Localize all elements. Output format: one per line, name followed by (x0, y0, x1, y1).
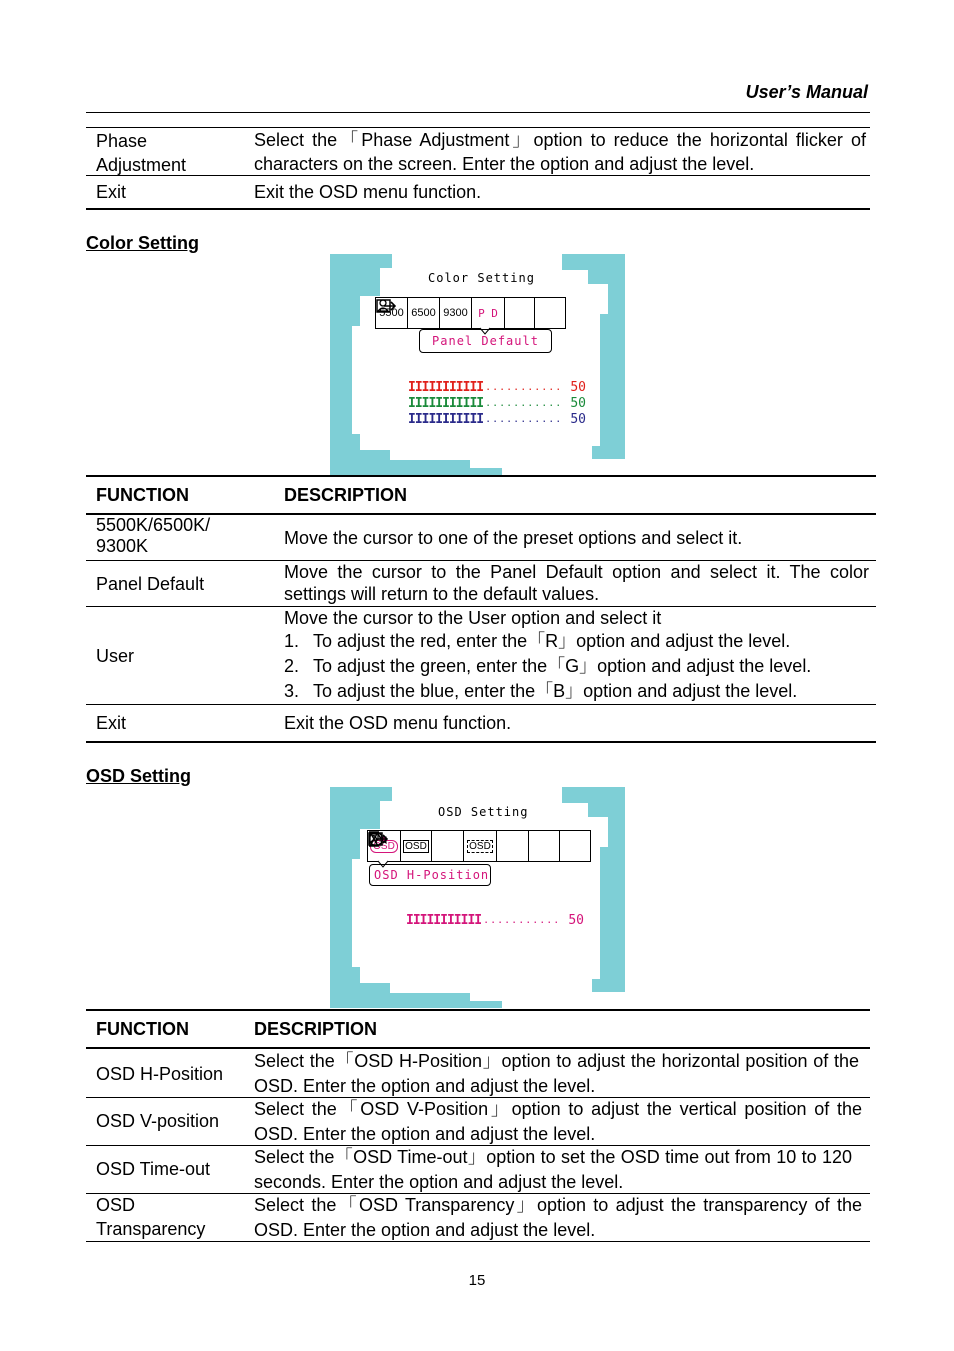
osd-setting-osd-screenshot (330, 787, 625, 1008)
list-item (284, 679, 798, 703)
preset-6500-button[interactable]: 6500 (408, 298, 440, 328)
description-exit: Exit the OSD menu function. (284, 713, 512, 733)
function-osd-v-position: OSD V-position (96, 1111, 220, 1131)
description-panel-default: Move the cursor to the Panel Default option and select it. The color settings will return to the default values. (284, 562, 869, 604)
function-phase-adjustment: Phase Adjustment (96, 131, 187, 175)
green-level-dots: ........... (485, 398, 563, 409)
red-level-bars: IIIIIIIIIII (408, 380, 484, 395)
blue-level-bars: IIIIIIIIIII (408, 412, 484, 427)
column-header-description: DESCRIPTION (284, 485, 408, 505)
table-rule (86, 1009, 870, 1011)
osd-transparency-button[interactable] (464, 831, 497, 861)
function-presets: 5500K/6500K/ 9300K (96, 515, 211, 556)
blue-level-value: 50 (570, 412, 586, 427)
osd-transparency-label: OSD (469, 840, 491, 852)
description-osd-v-position: Select the「OSD V-Position」option to adjust the vertical position of the OSD. Enter the option and adjust the level. (254, 1099, 862, 1144)
function-exit: Exit (96, 182, 127, 202)
function-osd-time-out: OSD Time-out (96, 1159, 211, 1179)
language-icon[interactable] (497, 831, 529, 861)
preset-9300-button[interactable]: 9300 (440, 298, 472, 328)
osd-title: OSD Setting (438, 805, 529, 819)
red-level-value: 50 (570, 380, 586, 395)
function-panel-default: Panel Default (96, 574, 205, 594)
description-osd-h-position: Select the「OSD H-Position」option to adjust the horizontal position of the OSD. Enter the option and adjust the level. (254, 1051, 859, 1096)
section-heading-color-setting: Color Setting (86, 233, 199, 253)
osd-level-meter (406, 913, 584, 928)
selected-option-label: OSD H-Position (369, 864, 491, 886)
osd-v-position-button[interactable] (401, 831, 432, 861)
description-osd-time-out: Select the「OSD Time-out」option to set the OSD time out from 10 to 120 seconds. Enter the option and adjust the level. (254, 1147, 852, 1192)
osd-icon-bar (375, 297, 566, 329)
osd-level-dots: ........... (483, 915, 561, 926)
table-rule (86, 475, 876, 477)
function-osd-transparency: OSD Transparency (96, 1195, 206, 1239)
table-rule (86, 175, 870, 176)
step-text: To adjust the blue, enter the「B」option and adjust the level. (313, 681, 798, 701)
step-text: To adjust the green, enter the「G」option and adjust the level. (313, 656, 812, 676)
function-osd-h-position: OSD H-Position (96, 1064, 224, 1084)
list-item (284, 629, 791, 653)
description-user-intro: Move the cursor to the User option and select it (284, 608, 662, 628)
user-icon[interactable] (505, 298, 535, 328)
osd-frame (330, 787, 625, 1008)
header-rule (86, 112, 870, 113)
description-osd-transparency: Select the「OSD Transparency」option to adjust the transparency of the OSD. Enter the option and adjust the level. (254, 1195, 862, 1240)
function-user: User (96, 646, 135, 666)
red-level-meter (408, 380, 586, 395)
blue-level-meter (408, 412, 586, 427)
exit-icon[interactable] (535, 298, 565, 328)
column-header-function: FUNCTION (96, 1019, 189, 1039)
step-number: 2. (284, 656, 300, 676)
panel-default-button[interactable]: P D (472, 298, 505, 328)
table-rule (86, 741, 876, 743)
selected-option-label: Panel Default (419, 329, 552, 353)
timer-icon[interactable] (432, 831, 464, 861)
list-item (284, 654, 812, 678)
step-number: 1. (284, 631, 300, 651)
red-level-dots: ........... (485, 382, 563, 393)
description-phase-adjustment: Select the「Phase Adjustment」option to reduce the horizontal flicker of characters on the screen. Enter the option and adjust the level. (254, 130, 866, 174)
osd-frame (330, 254, 625, 475)
table-rule (86, 704, 876, 705)
globe-icon[interactable] (529, 831, 560, 861)
preset-5500-button[interactable]: 5500 (376, 298, 408, 328)
page-number: 15 (468, 1272, 486, 1289)
column-header-description: DESCRIPTION (254, 1019, 378, 1039)
column-header-function: FUNCTION (96, 485, 189, 505)
osd-h-position-label: OSD (370, 840, 398, 853)
osd-icon-bar (367, 830, 591, 862)
osd-level-value: 50 (568, 913, 584, 928)
description-presets: Move the cursor to one of the preset options and select it. (284, 528, 743, 548)
color-setting-osd-screenshot (330, 254, 625, 475)
table-rule (86, 208, 870, 210)
green-level-value: 50 (570, 396, 586, 411)
green-level-bars: IIIIIIIIIII (408, 396, 484, 411)
description-exit: Exit the OSD menu function. (254, 182, 482, 202)
osd-title: Color Setting (428, 271, 535, 285)
table-rule (86, 1241, 870, 1242)
function-exit: Exit (96, 713, 127, 733)
exit-icon[interactable] (560, 831, 590, 861)
osd-v-position-label: OSD (405, 840, 427, 852)
green-level-meter (408, 396, 586, 411)
step-text: To adjust the red, enter the「R」option and adjust the level. (313, 631, 791, 651)
blue-level-dots: ........... (485, 414, 563, 425)
section-heading-osd-setting: OSD Setting (86, 766, 192, 786)
step-number: 3. (284, 681, 300, 701)
manual-title: User’s Manual (745, 82, 868, 102)
osd-level-bars: IIIIIIIIIII (406, 913, 482, 928)
